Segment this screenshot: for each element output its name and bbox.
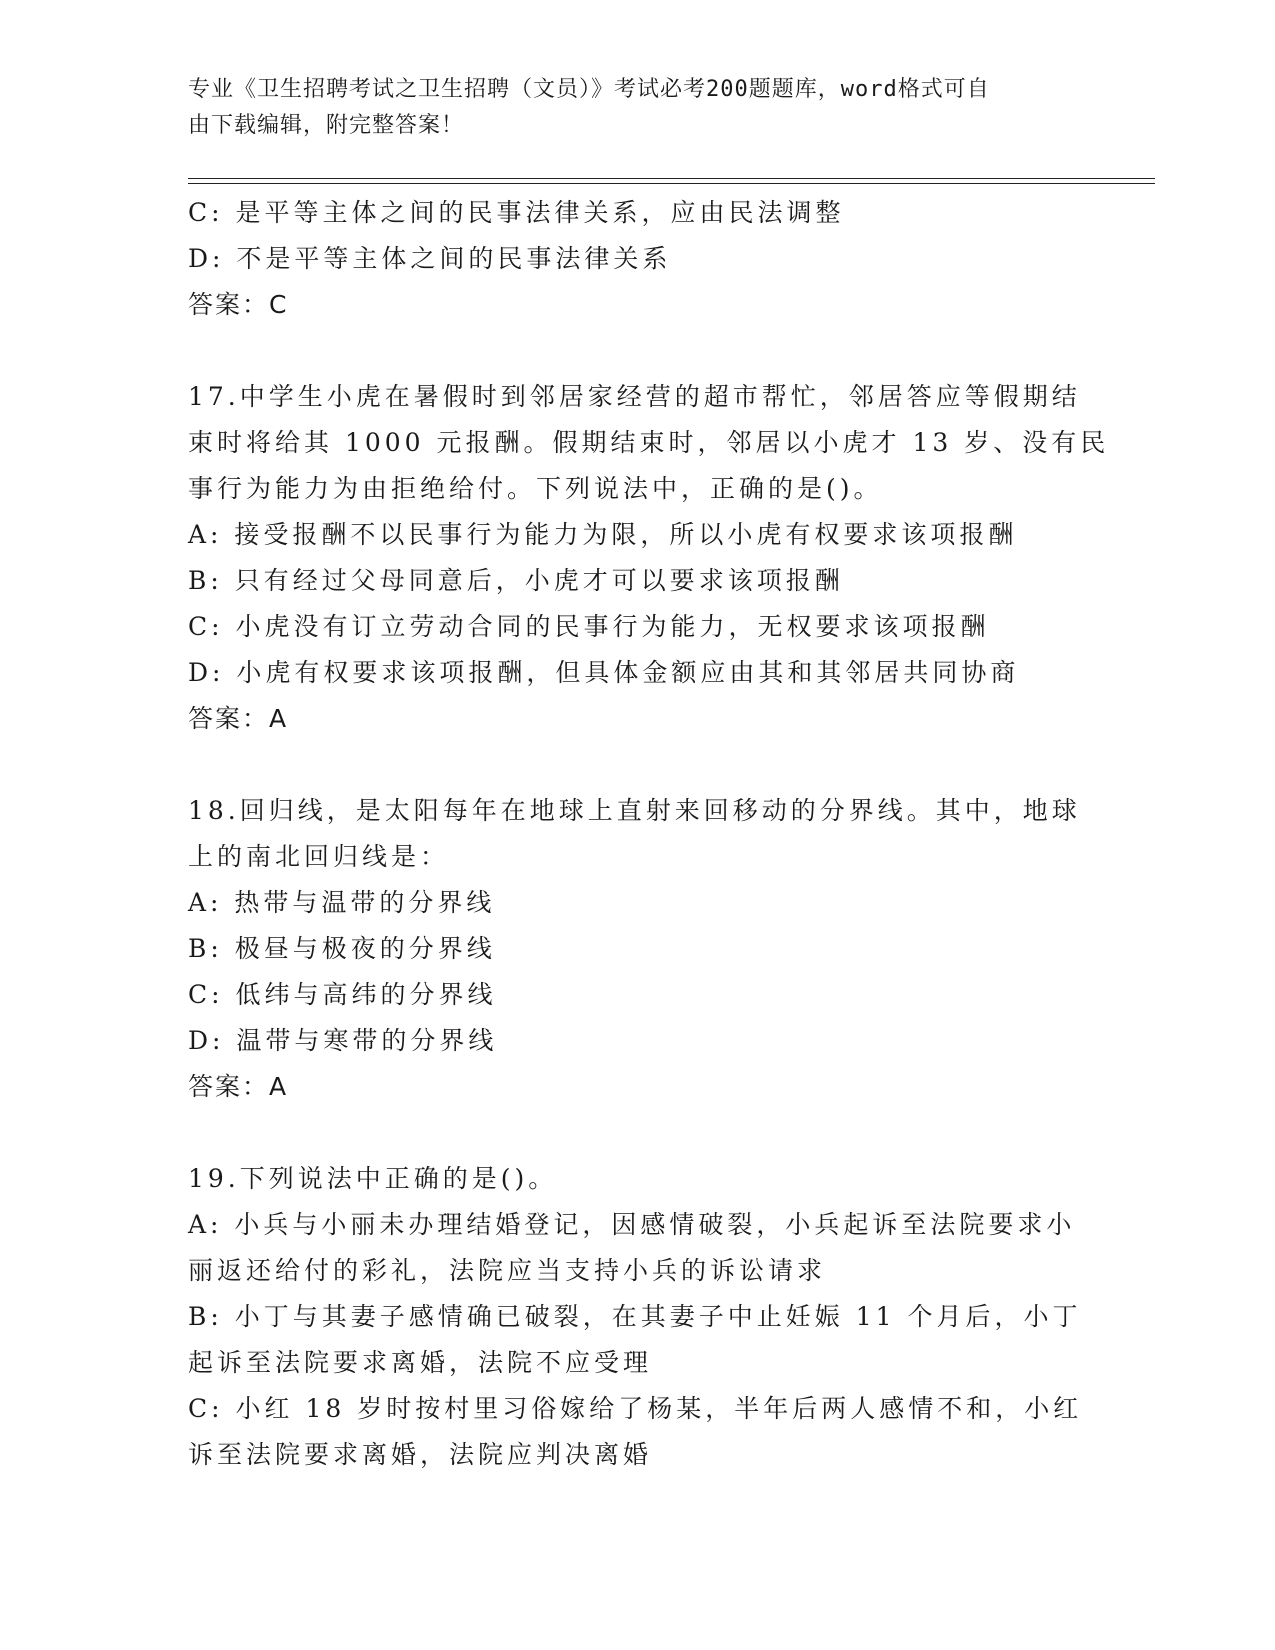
- header-rule-top: [188, 178, 1155, 179]
- q19-option-b-line-2: 起诉至法院要求离婚，法院不应受理: [188, 1348, 653, 1377]
- q17-option-b: B: 只有经过父母同意后，小虎才可以要求该项报酬: [188, 566, 844, 595]
- q19-option-a-line-2: 丽返还给付的彩礼，法院应当支持小兵的诉讼请求: [188, 1256, 827, 1285]
- q17-option-c: C: 小虎没有订立劳动合同的民事行为能力，无权要求该项报酬: [188, 612, 990, 641]
- q17-stem-line-2: 束时将给其 1000 元报酬。假期结束时，邻居以小虎才 13 岁、没有民: [188, 428, 1110, 457]
- q17-option-d: D: 小虎有权要求该项报酬，但具体金额应由其和其邻居共同协商: [188, 658, 1020, 687]
- q17-stem-line-1: 17.中学生小虎在暑假时到邻居家经营的超市帮忙，邻居答应等假期结: [188, 382, 1081, 411]
- q18-option-c: C: 低纬与高纬的分界线: [188, 980, 497, 1009]
- q19-option-a-line-1: A: 小兵与小丽未办理结婚登记，因感情破裂，小兵起诉至法院要求小: [188, 1210, 1076, 1239]
- q18-option-d: D: 温带与寒带的分界线: [188, 1026, 498, 1055]
- q16-option-c: C: 是平等主体之间的民事法律关系，应由民法调整: [188, 198, 845, 227]
- q18-option-a: A: 热带与温带的分界线: [188, 888, 496, 917]
- q19-option-b-line-1: B: 小丁与其妻子感情确已破裂，在其妻子中止妊娠 11 个月后，小丁: [188, 1302, 1082, 1331]
- document-body: [188, 190, 1110, 1478]
- q18-answer: 答案：A: [188, 1072, 289, 1101]
- document-header: [188, 72, 1068, 144]
- q18-stem-line-1: 18.回归线，是太阳每年在地球上直射来回移动的分界线。其中，地球: [188, 796, 1081, 825]
- question-18-block: [188, 788, 1088, 1110]
- q17-option-a: A: 接受报酬不以民事行为能力为限，所以小虎有权要求该项报酬: [188, 520, 1018, 549]
- question-16-block: [188, 190, 1088, 328]
- q19-stem-line-1: 19.下列说法中正确的是()。: [188, 1164, 558, 1193]
- header-rule-bottom: [188, 183, 1155, 184]
- q16-option-d: D: 不是平等主体之间的民事法律关系: [188, 244, 672, 273]
- q19-option-c-line-1: C: 小红 18 岁时按村里习俗嫁给了杨某，半年后两人感情不和，小红: [188, 1394, 1083, 1423]
- q17-answer: 答案：A: [188, 704, 289, 733]
- q18-stem-line-2: 上的南北回归线是：: [188, 842, 450, 871]
- header-line-2: 由下载编辑，附完整答案！: [188, 113, 465, 138]
- q18-option-b: B: 极昼与极夜的分界线: [188, 934, 496, 963]
- spacer: [188, 742, 1088, 788]
- question-17-block: [188, 374, 1110, 742]
- q17-stem-line-3: 事行为能力为由拒绝给付。下列说法中，正确的是()。: [188, 474, 883, 503]
- q16-answer: 答案：C: [188, 290, 289, 319]
- question-19-block: [188, 1156, 1088, 1478]
- spacer: [188, 1110, 1088, 1156]
- q19-option-c-line-2: 诉至法院要求离婚，法院应判决离婚: [188, 1440, 653, 1469]
- spacer: [188, 328, 1088, 374]
- header-line-1: 专业《卫生招聘考试之卫生招聘（文员）》考试必考200题题库，word格式可自: [188, 77, 990, 102]
